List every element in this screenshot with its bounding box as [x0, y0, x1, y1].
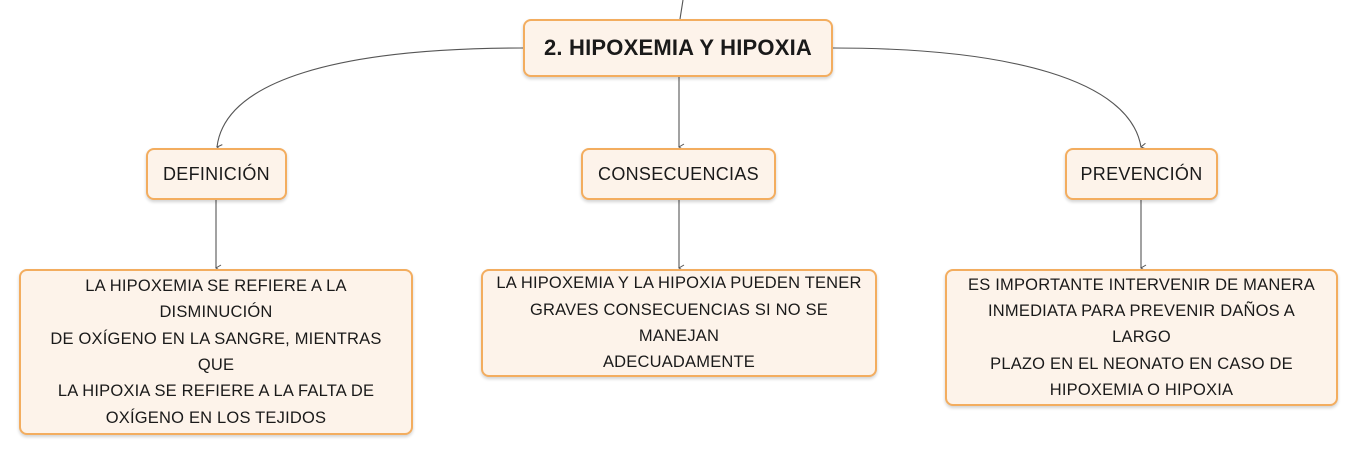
branch-label: DEFINICIÓN	[162, 163, 270, 184]
root-label: 2. HIPOXEMIA Y HIPOXIA	[543, 35, 813, 60]
detail-text	[33, 273, 399, 431]
detail-text	[495, 270, 863, 376]
branch-node-prevencion[interactable]	[1065, 148, 1218, 200]
detail-line: LA HIPOXEMIA Y LA HIPOXIA PUEDEN TENER	[496, 274, 862, 293]
detail-text	[959, 272, 1324, 404]
branch-label: CONSECUENCIAS	[598, 163, 759, 184]
branch-node-consecuencias[interactable]	[581, 148, 776, 200]
detail-line: INMEDIATA PARA PREVENIR DAÑOS A LARGO	[988, 301, 1295, 347]
detail-line: LA HIPOXIA SE REFIERE A LA FALTA DE	[57, 382, 375, 401]
detail-line: ES IMPORTANTE INTERVENIR DE MANERA	[968, 275, 1315, 294]
detail-node-definicion[interactable]	[19, 269, 413, 435]
branch-label: PREVENCIÓN	[1080, 163, 1203, 184]
connector-root-to-prevencion	[833, 48, 1141, 147]
detail-line: DE OXÍGENO EN LA SANGRE, MIENTRAS QUE	[50, 329, 382, 374]
detail-line: HIPOXEMIA O HIPOXIA	[1049, 381, 1234, 400]
detail-line: OXÍGENO EN LOS TEJIDOS	[105, 408, 327, 427]
detail-line: PLAZO EN EL NEONATO EN CASO DE	[990, 354, 1293, 373]
detail-node-consecuencias[interactable]	[481, 269, 877, 377]
detail-node-prevencion[interactable]	[945, 269, 1338, 406]
incoming-connector	[680, 0, 683, 19]
detail-line: ADECUADAMENTE	[602, 353, 756, 372]
root-node[interactable]	[523, 19, 833, 77]
connector-root-to-definicion	[217, 48, 523, 147]
detail-line: GRAVES CONSECUENCIAS SI NO SE MANEJAN	[530, 300, 828, 345]
detail-line: LA HIPOXEMIA SE REFIERE A LA DISMINUCIÓN	[85, 276, 347, 322]
branch-node-definicion[interactable]	[146, 148, 287, 200]
